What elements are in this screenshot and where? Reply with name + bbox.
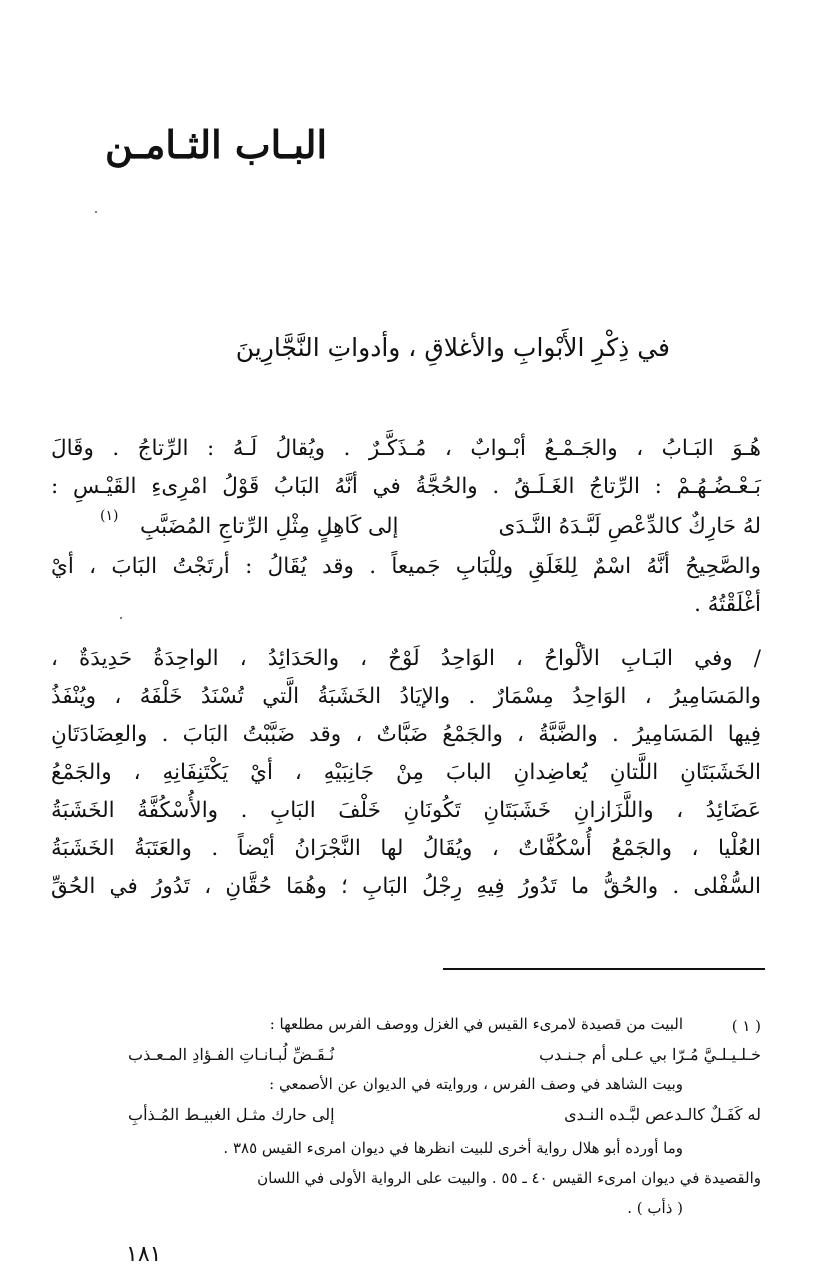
stray-mark — [120, 617, 122, 619]
chapter-title: البـاب الثـامـن — [104, 122, 327, 167]
paragraph-2-line: السُّفْلى . والحُقُّ ما تَدُورُ فِيهِ رِجْلُ البَابِ ؛ وهُمَا حُقَّانِ ، تَدُورُ في الحُقِّ — [51, 874, 761, 899]
section-title: في ذِكْرِ الأَبْوابِ والأغلاقِ ، وأدواتِ النَّجَّارِينَ — [235, 333, 670, 362]
footnote-line: وما أورده أبو هلال رواية أخرى للبيت انظرها في ديوان امرىء القيس ٣٨٥ . — [223, 1139, 683, 1157]
paragraph-1-line: بَـعْـضُـهُـمْ : الرِّتاجُ الغَـلَـقُ . والحُجَّةُ في أنَّهُ البَابُ قَوْلُ امْرِىءِ القَيْـسِ : — [51, 474, 761, 499]
footnote-verse-hemistich: إلى حارك مثـل الغبيـط المُـذأبِ — [128, 1105, 335, 1124]
footnote-verse-hemistich: له كَفَـلٌ كالـدعص لبَّـده النـدى — [564, 1105, 761, 1124]
footnote-line: ( ذأب ) . — [627, 1199, 683, 1217]
paragraph-1-line: أغْلَقْتُهُ . — [694, 592, 761, 617]
stray-mark — [95, 211, 97, 213]
paragraph-1-line: والصَّحِيحُ أنَّهُ اسْمٌ لِلغَلَقِ ولِلْبَابِ جَميعاً . وقد يُقَالُ : أرتَجْتُ البَابَ ، أيْ — [51, 554, 761, 579]
footnote-line: وبيت الشاهد في وصف الفرس ، وروايته في الديوان عن الأصمعي : — [269, 1075, 683, 1093]
paragraph-2-line: العُلْيا ، والجَمْعُ أُسْكُفَّاتٌ ، ويُقَالُ لها النَّجْرَانُ أيْضاً . والعَتَبَةُ الخَشَبَةُ — [51, 836, 761, 861]
footnote-verse-hemistich: خـلـيـلـيَّ مُـرّا بي عـلى أم جـنـدب — [539, 1045, 761, 1064]
footnote-line: البيت من قصيدة لامرىء القيس في الغزل ووصف الفرس مطلعها : — [269, 1015, 683, 1033]
verse-second-hemistich: إلى كَاهِلٍ مِثْلِ الرِّتاجِ المُضَبَّبِ — [140, 514, 399, 539]
verse-first-hemistich: لهُ حَارِكٌ كالدِّعْصِ لَبَّـدَهُ النَّـدَى — [498, 514, 761, 539]
paragraph-2-line: والمَسَامِيرُ ، الوَاحِدُ مِسْمَارٌ . والإيَادُ الخَشَبَةُ الَّتي تُسْنَدُ خَلْفَهُ ، ويُنْفَذُ — [51, 684, 761, 709]
footnote-reference: (١) — [100, 508, 119, 524]
paragraph-2-line: فِيها المَسَامِيرُ . والضَّبَّةُ ، والجَمْعُ ضَبَّاتٌ ، وقد ضَبَّبْتُ البَابَ . والعِضَادَتَانِ — [51, 722, 761, 747]
footnote-separator — [443, 968, 765, 970]
paragraph-1-line: هُـوَ البَـابُ ، والجَـمْـعُ أبْـوابٌ ، مُـذَكَّـرٌ . ويُقالُ لَـهُ : الرِّتاجُ . وقَالَ — [51, 436, 761, 461]
paragraph-2-line: عَضَائِدُ ، واللَّزَازانِ خَشَبَتَانِ تَكُونَانِ خَلْفَ البَابِ . والأُسْكُفَّةُ الخَشَبَةُ — [51, 798, 761, 823]
page-number: ١٨١ — [126, 1242, 162, 1267]
footnote-marker: ( ١ ) — [731, 1017, 761, 1035]
footnote-verse-hemistich: نُـقَـضِّ لُبـانـاتِ الفـؤادِ المـعـذب — [128, 1045, 335, 1064]
paragraph-2-line: الخَشَبَتَانِ اللَّتانِ يُعاضِدانِ البابَ مِنْ جَانِبَيْهِ ، أيْ يَكْتَنِفَانِهِ ، والجَمْعُ — [51, 760, 761, 785]
footnote-line: والقصيدة في ديوان امرىء القيس ٤٠ ـ ٥٥ . والبيت على الرواية الأولى في اللسان — [257, 1169, 761, 1187]
paragraph-2-line: / وفي البَـابِ الألْواحُ ، الوَاحِدُ لَوْحٌ ، والحَدَائِدُ ، الواحِدَةُ حَدِيدَةٌ ، — [51, 646, 761, 671]
